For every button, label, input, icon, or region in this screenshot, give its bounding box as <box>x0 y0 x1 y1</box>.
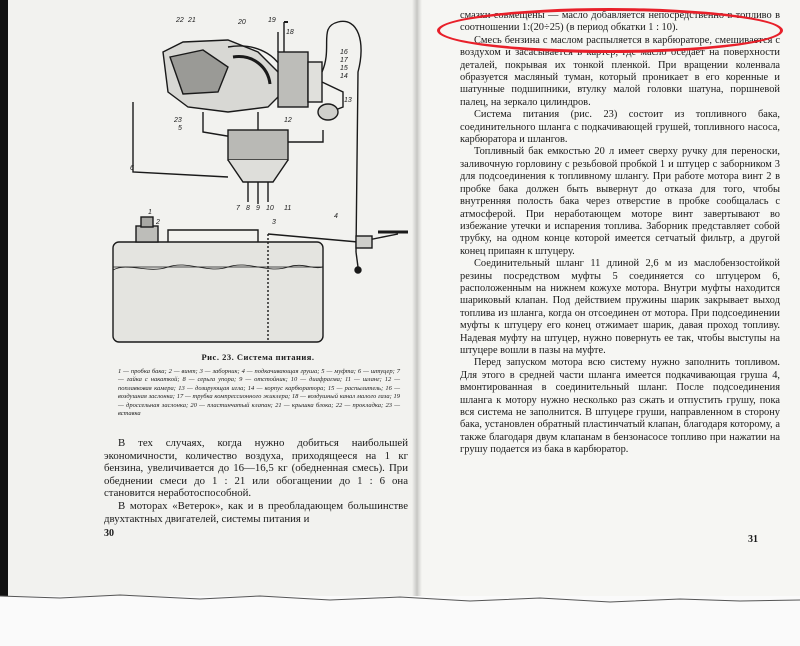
svg-text:11: 11 <box>284 205 292 212</box>
svg-text:17: 17 <box>340 57 348 64</box>
svg-text:18: 18 <box>286 29 294 36</box>
left-page-text <box>104 437 408 525</box>
svg-text:23: 23 <box>174 117 182 124</box>
svg-text:16: 16 <box>340 49 348 56</box>
svg-text:5: 5 <box>178 125 182 132</box>
svg-text:22: 22 <box>176 17 184 24</box>
svg-text:15: 15 <box>340 65 348 72</box>
svg-text:2: 2 <box>156 219 160 226</box>
svg-text:8: 8 <box>246 205 250 212</box>
right-page-text <box>460 10 780 457</box>
paragraph: Смесь бензина с маслом распыляется в карбюраторе, смешивается с воздухом и засасывается в картер, где масло оседает на поверхности деталей, покрывая их тонкой пленкой. При вращении коленвала образуется масляный туман, который проникает в его коренные и шатунные подшипники, втулку малой головки шатуна, поршневой палец, на зеркало цилиндров. <box>460 34 780 108</box>
svg-text:19: 19 <box>268 17 276 24</box>
page-number-right: 31 <box>748 534 758 545</box>
paragraph: Система питания (рис. 23) состоит из топливного бака, соединительного шланга с подкачивающей грушей, топливного насоса, карбюратора и шлангов. <box>460 109 780 146</box>
svg-text:12: 12 <box>284 117 292 124</box>
paragraph: Соединительный шланг 11 длиной 2,6 м из маслобензостойкой резины посредством муфты 5 соединяется со штуцером 6, расположенным на нижнем кожухе мотора. Внутри муфты находится шариковый клапан. Под действием пружины шарик закрывает выход топлива из шланга, когда он отсоединен от мотора. При подсоединении муфты к штуцеру его конец отжимает шарик, давая проход топливу. Надевая муфту на штуцер, нужно повернуть ее так, чтобы выступы на штуцере вошли в пазы на муфте. <box>460 258 780 356</box>
svg-text:20: 20 <box>238 19 246 26</box>
figure-title: Рис. 23. Система питания. <box>201 352 315 362</box>
svg-text:6: 6 <box>130 165 134 172</box>
fuel-system-diagram <box>108 12 408 347</box>
svg-text:13: 13 <box>344 97 352 104</box>
svg-text:21: 21 <box>188 17 196 24</box>
paragraph: Перед запуском мотора всю систему нужно заполнить топливом. Для этого в средней части шланга имеется подкачивающая груша 4, вмонтированная в соединительный шланг. После подсоединения шланга к мотору нужно несколько раз сжать и отпустить грушу, пока вся система не заполнится. В штуцере груши, направленном в сторону бака, установлен обратный пластинчатый клапан, благодаря которому, а также благодаря двум клапанам в бензонасосе топливо при нажатии на грушу подается из бака в карбюратор. <box>460 357 780 456</box>
svg-text:14: 14 <box>340 73 348 80</box>
page-number-left: 30 <box>104 528 114 539</box>
book-fold <box>412 0 422 600</box>
svg-text:10: 10 <box>266 205 274 212</box>
page-bottom-edge <box>0 590 800 604</box>
svg-text:3: 3 <box>272 219 276 226</box>
paragraph: смазки совмещены — масло добавляется непосредственно в топливо в соотношении 1:(20÷25) (в период обкатки 1 : 10). <box>460 10 780 34</box>
paragraph: В моторах «Ветерок», как и в преобладающем большинстве двухтактных двигателей, системы питания и <box>104 499 408 525</box>
figure-legend: 1 — пробка бака; 2 — винт; 3 — заборник; 4 — подкачивающая груша; 5 — муфта; 6 — штуцер; 7 — гайка с накаткой; 8 — серьга упора; 9 — отстойник; 10 — диафрагма; 11 — шланг; 12 — поплавковая камера; 13 — дозирующая игла; 14 — корпус карбюратора; 15 — распылитель; 16 — воздушная заслонка; 17 — трубка компрессионного жиклера; 18 — воздушный канал малого газа; 19 — дроссельная заслонка; 20 — пластинчатый клапан; 21 — крышка блока; 22 — прокладка; 23 — вставка <box>118 368 400 418</box>
svg-text:4: 4 <box>334 213 338 220</box>
svg-text:7: 7 <box>236 205 240 212</box>
scan-edge <box>0 0 8 600</box>
figure-caption <box>108 352 408 362</box>
highlight-oval <box>437 8 783 53</box>
svg-text:1: 1 <box>148 209 152 216</box>
paragraph: В тех случаях, когда нужно добиться наибольшей экономичности, количество воздуха, приходящееся на 1 кг бензина, увеличивается до 16—16,5 кг (обедненная смесь). При обеднении смеси до 1 : 21 или обогащении до 1 : 6 она становится неработоспособной. <box>104 437 408 500</box>
svg-text:9: 9 <box>256 205 260 212</box>
paragraph: Топливный бак емкостью 20 л имеет сверху ручку для переноски, заливочную горловину с резьбовой пробкой 1 и штуцер с заборником 3 для подсоединения к топливному шлангу. При работе мотора винт 2 в пробке бака должен быть вывернут до отказа для того, чтобы внутренняя полость бака через отверстие в пробке сообщалась с атмосферой. При неработающем моторе винт завертывают во избежание утечки и испарения топлива. Заборник представляет собой трубку, на одном конце которой имеется сетчатый фильтр, а другой конец припаян к штуцеру. <box>460 146 780 257</box>
